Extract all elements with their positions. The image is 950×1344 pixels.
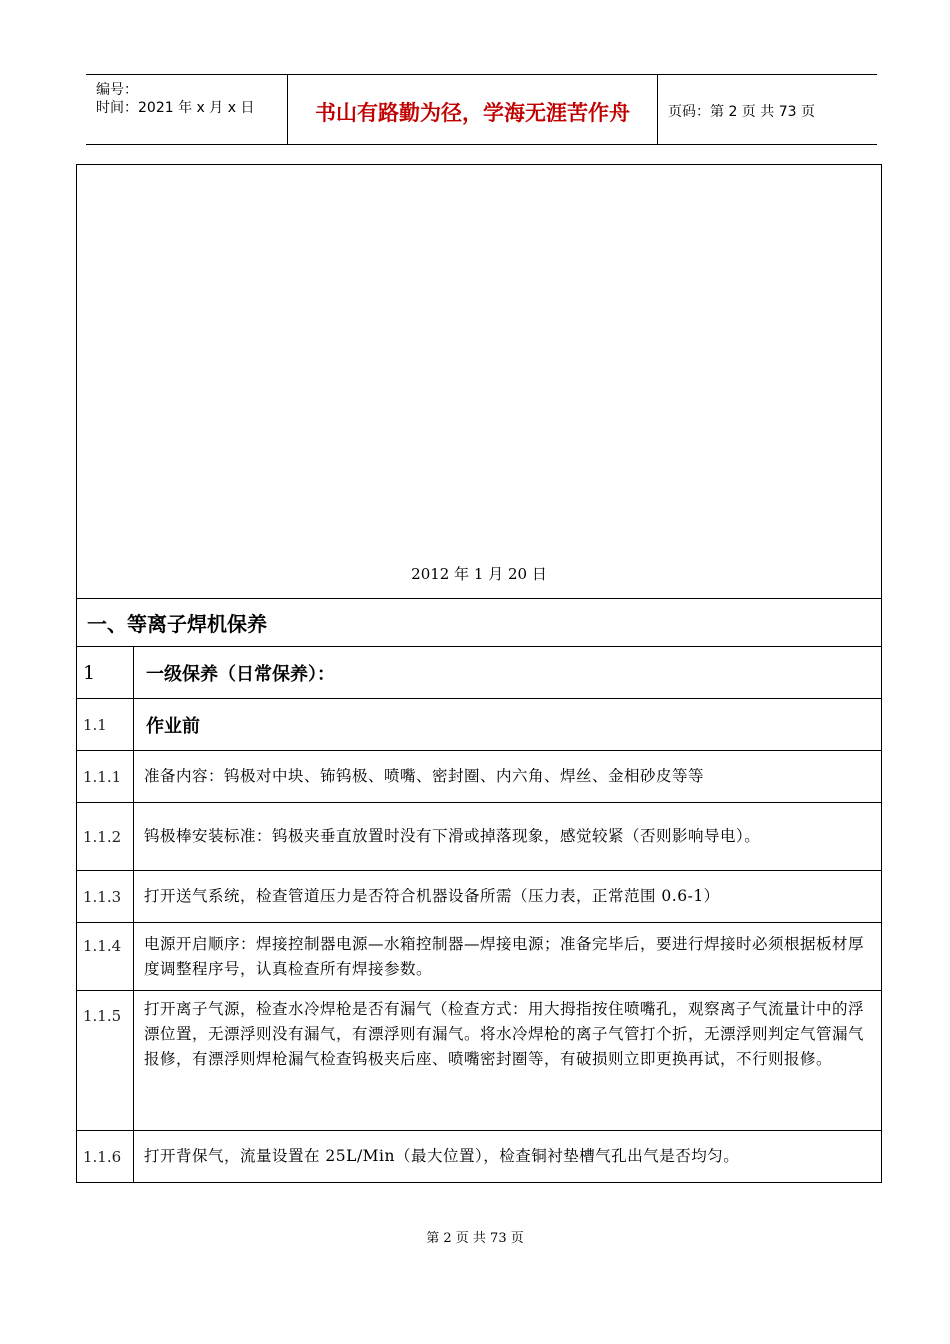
item-number: 1.1.1	[77, 751, 134, 803]
item-text: 打开背保气，流量设置在 25L/Min（最大位置），检查铜衬垫槽气孔出气是否均匀。	[134, 1131, 882, 1183]
level1-number: 1	[77, 647, 134, 699]
page-number-label: 页码：第 2 页 共 73 页	[668, 104, 815, 120]
item-text: 打开送气系统，检查管道压力是否符合机器设备所需（压力表，正常范围 0.6-1）	[134, 871, 882, 923]
motto: 书山有路勤为径，学海无涯苦作舟	[315, 101, 630, 125]
code-label: 编号：	[96, 82, 138, 98]
page-footer: 第 2 页 共 73 页	[426, 1231, 524, 1246]
document-date: 2012 年 1 月 20 日	[411, 565, 547, 583]
item-text: 电源开启顺序：焊接控制器电源—水箱控制器—焊接电源；准备完毕后，要进行焊接时必须根据板材厚度调整程序号，认真检查所有焊接参数。	[134, 923, 882, 991]
table-row	[77, 751, 882, 803]
sub-row	[77, 699, 882, 751]
date-cell	[77, 165, 882, 599]
header-info-cell	[86, 75, 288, 144]
time-label: 时间：2021 年 x 月 x 日	[96, 100, 255, 116]
table-row	[77, 803, 882, 871]
item-number: 1.1.4	[77, 923, 134, 991]
blank-row	[77, 165, 882, 599]
item-number: 1.1.6	[77, 1131, 134, 1183]
level1-row	[77, 647, 882, 699]
item-number: 1.1.3	[77, 871, 134, 923]
table-row	[77, 991, 882, 1131]
table-row	[77, 1131, 882, 1183]
item-text: 打开离子气源，检查水冷焊枪是否有漏气（检查方式：用大拇指按住喷嘴孔，观察离子气流量计中的浮漂位置，无漂浮则没有漏气，有漂浮则有漏气。将水冷焊枪的离子气管打个折，无漂浮则判定气管漏气报修，有漂浮则焊枪漏气检查钨极夹后座、喷嘴密封圈等，有破损则立即更换再试，不行则报修。	[134, 991, 882, 1131]
item-text: 准备内容：钨极对中块、钸钨极、喷嘴、密封圈、内六角、焊丝、金相砂皮等等	[134, 751, 882, 803]
section-title: 一、等离子焊机保养	[77, 599, 882, 647]
table-row	[77, 871, 882, 923]
item-number: 1.1.5	[77, 991, 134, 1131]
sub-title: 作业前	[134, 699, 882, 751]
page-header	[86, 74, 877, 145]
item-text: 钨极棒安装标准：钨极夹垂直放置时没有下滑或掉落现象，感觉较紧（否则影响导电）。	[134, 803, 882, 871]
maintenance-table	[76, 164, 882, 1183]
table-row	[77, 923, 882, 991]
sub-number: 1.1	[77, 699, 134, 751]
item-number: 1.1.2	[77, 803, 134, 871]
level1-title: 一级保养（日常保养）：	[134, 647, 882, 699]
header-page-cell	[658, 75, 877, 144]
header-motto-cell	[288, 75, 658, 144]
section-row	[77, 599, 882, 647]
